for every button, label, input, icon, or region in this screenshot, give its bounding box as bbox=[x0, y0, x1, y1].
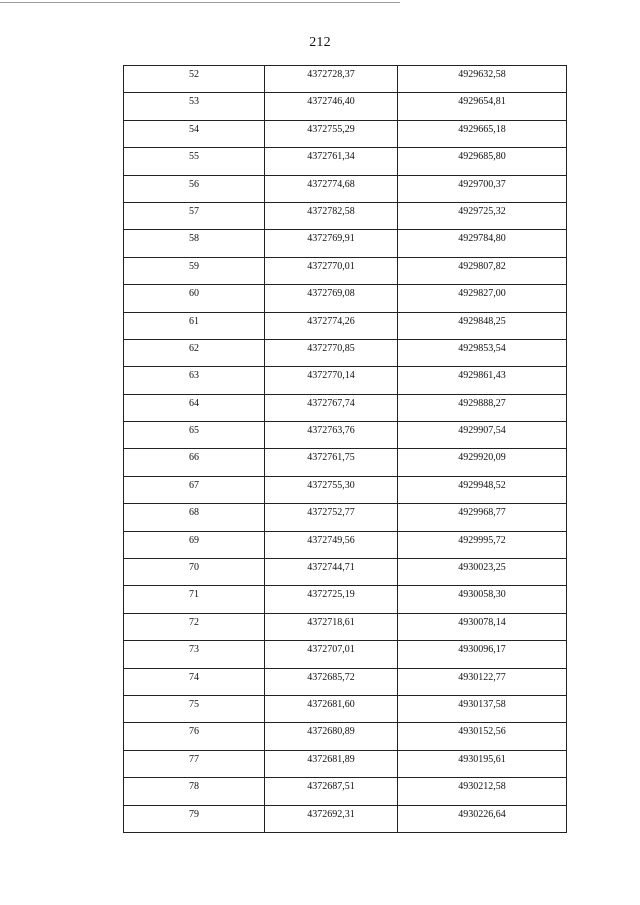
point-number-cell: 69 bbox=[124, 531, 265, 558]
table-row bbox=[124, 339, 567, 366]
table-row bbox=[124, 422, 567, 449]
table-row bbox=[124, 586, 567, 613]
x-coordinate-cell: 4372763,76 bbox=[265, 422, 398, 449]
x-coordinate-cell: 4372755,30 bbox=[265, 476, 398, 503]
point-number-cell: 58 bbox=[124, 230, 265, 257]
table-row bbox=[124, 257, 567, 284]
x-coordinate-cell: 4372744,71 bbox=[265, 559, 398, 586]
x-coordinate-cell: 4372782,58 bbox=[265, 202, 398, 229]
table-row bbox=[124, 120, 567, 147]
y-coordinate-cell: 4929907,54 bbox=[398, 422, 567, 449]
point-number-cell: 74 bbox=[124, 668, 265, 695]
point-number-cell: 54 bbox=[124, 120, 265, 147]
y-coordinate-cell: 4930122,77 bbox=[398, 668, 567, 695]
x-coordinate-cell: 4372687,51 bbox=[265, 778, 398, 805]
x-coordinate-cell: 4372681,60 bbox=[265, 695, 398, 722]
table-row bbox=[124, 531, 567, 558]
x-coordinate-cell: 4372746,40 bbox=[265, 93, 398, 120]
x-coordinate-cell: 4372767,74 bbox=[265, 394, 398, 421]
x-coordinate-cell: 4372770,14 bbox=[265, 367, 398, 394]
y-coordinate-cell: 4929920,09 bbox=[398, 449, 567, 476]
point-number-cell: 59 bbox=[124, 257, 265, 284]
table-row bbox=[124, 285, 567, 312]
point-number-cell: 67 bbox=[124, 476, 265, 503]
y-coordinate-cell: 4930096,17 bbox=[398, 641, 567, 668]
x-coordinate-cell: 4372770,01 bbox=[265, 257, 398, 284]
point-number-cell: 61 bbox=[124, 312, 265, 339]
point-number-cell: 57 bbox=[124, 202, 265, 229]
y-coordinate-cell: 4929632,58 bbox=[398, 66, 567, 93]
y-coordinate-cell: 4929807,82 bbox=[398, 257, 567, 284]
point-number-cell: 65 bbox=[124, 422, 265, 449]
x-coordinate-cell: 4372774,26 bbox=[265, 312, 398, 339]
coordinates-table bbox=[123, 65, 567, 833]
y-coordinate-cell: 4929861,43 bbox=[398, 367, 567, 394]
x-coordinate-cell: 4372718,61 bbox=[265, 613, 398, 640]
y-coordinate-cell: 4930137,58 bbox=[398, 695, 567, 722]
x-coordinate-cell: 4372770,85 bbox=[265, 339, 398, 366]
table-row bbox=[124, 723, 567, 750]
point-number-cell: 63 bbox=[124, 367, 265, 394]
y-coordinate-cell: 4930226,64 bbox=[398, 805, 567, 832]
point-number-cell: 70 bbox=[124, 559, 265, 586]
point-number-cell: 72 bbox=[124, 613, 265, 640]
x-coordinate-cell: 4372681,89 bbox=[265, 750, 398, 777]
point-number-cell: 64 bbox=[124, 394, 265, 421]
x-coordinate-cell: 4372685,72 bbox=[265, 668, 398, 695]
coordinates-table-body bbox=[124, 66, 567, 833]
table-row bbox=[124, 175, 567, 202]
point-number-cell: 78 bbox=[124, 778, 265, 805]
y-coordinate-cell: 4929784,80 bbox=[398, 230, 567, 257]
table-row bbox=[124, 202, 567, 229]
header-rule bbox=[0, 2, 400, 3]
y-coordinate-cell: 4930058,30 bbox=[398, 586, 567, 613]
y-coordinate-cell: 4929700,37 bbox=[398, 175, 567, 202]
table-row bbox=[124, 66, 567, 93]
point-number-cell: 76 bbox=[124, 723, 265, 750]
y-coordinate-cell: 4929968,77 bbox=[398, 504, 567, 531]
y-coordinate-cell: 4930212,58 bbox=[398, 778, 567, 805]
point-number-cell: 53 bbox=[124, 93, 265, 120]
table-row bbox=[124, 312, 567, 339]
x-coordinate-cell: 4372774,68 bbox=[265, 175, 398, 202]
y-coordinate-cell: 4930078,14 bbox=[398, 613, 567, 640]
y-coordinate-cell: 4929888,27 bbox=[398, 394, 567, 421]
x-coordinate-cell: 4372692,31 bbox=[265, 805, 398, 832]
table-row bbox=[124, 476, 567, 503]
y-coordinate-cell: 4929665,18 bbox=[398, 120, 567, 147]
x-coordinate-cell: 4372707,01 bbox=[265, 641, 398, 668]
point-number-cell: 71 bbox=[124, 586, 265, 613]
table-row bbox=[124, 93, 567, 120]
y-coordinate-cell: 4929948,52 bbox=[398, 476, 567, 503]
table-row bbox=[124, 641, 567, 668]
x-coordinate-cell: 4372752,77 bbox=[265, 504, 398, 531]
x-coordinate-cell: 4372769,08 bbox=[265, 285, 398, 312]
table-row bbox=[124, 613, 567, 640]
table-row bbox=[124, 695, 567, 722]
table-row bbox=[124, 148, 567, 175]
x-coordinate-cell: 4372728,37 bbox=[265, 66, 398, 93]
table-row bbox=[124, 230, 567, 257]
table-row bbox=[124, 750, 567, 777]
y-coordinate-cell: 4929853,54 bbox=[398, 339, 567, 366]
table-row bbox=[124, 559, 567, 586]
point-number-cell: 68 bbox=[124, 504, 265, 531]
point-number-cell: 73 bbox=[124, 641, 265, 668]
point-number-cell: 52 bbox=[124, 66, 265, 93]
table-row bbox=[124, 449, 567, 476]
y-coordinate-cell: 4929725,32 bbox=[398, 202, 567, 229]
point-number-cell: 60 bbox=[124, 285, 265, 312]
point-number-cell: 62 bbox=[124, 339, 265, 366]
y-coordinate-cell: 4930195,61 bbox=[398, 750, 567, 777]
y-coordinate-cell: 4929685,80 bbox=[398, 148, 567, 175]
y-coordinate-cell: 4929827,00 bbox=[398, 285, 567, 312]
point-number-cell: 56 bbox=[124, 175, 265, 202]
x-coordinate-cell: 4372755,29 bbox=[265, 120, 398, 147]
table-row bbox=[124, 504, 567, 531]
y-coordinate-cell: 4929995,72 bbox=[398, 531, 567, 558]
point-number-cell: 66 bbox=[124, 449, 265, 476]
table-row bbox=[124, 668, 567, 695]
point-number-cell: 75 bbox=[124, 695, 265, 722]
point-number-cell: 77 bbox=[124, 750, 265, 777]
x-coordinate-cell: 4372761,75 bbox=[265, 449, 398, 476]
point-number-cell: 79 bbox=[124, 805, 265, 832]
table-row bbox=[124, 394, 567, 421]
x-coordinate-cell: 4372769,91 bbox=[265, 230, 398, 257]
x-coordinate-cell: 4372680,89 bbox=[265, 723, 398, 750]
y-coordinate-cell: 4929848,25 bbox=[398, 312, 567, 339]
x-coordinate-cell: 4372761,34 bbox=[265, 148, 398, 175]
x-coordinate-cell: 4372725,19 bbox=[265, 586, 398, 613]
x-coordinate-cell: 4372749,56 bbox=[265, 531, 398, 558]
y-coordinate-cell: 4929654,81 bbox=[398, 93, 567, 120]
y-coordinate-cell: 4930152,56 bbox=[398, 723, 567, 750]
y-coordinate-cell: 4930023,25 bbox=[398, 559, 567, 586]
page-number: 212 bbox=[309, 35, 331, 50]
point-number-cell: 55 bbox=[124, 148, 265, 175]
table-row bbox=[124, 367, 567, 394]
table-row bbox=[124, 778, 567, 805]
table-row bbox=[124, 805, 567, 832]
